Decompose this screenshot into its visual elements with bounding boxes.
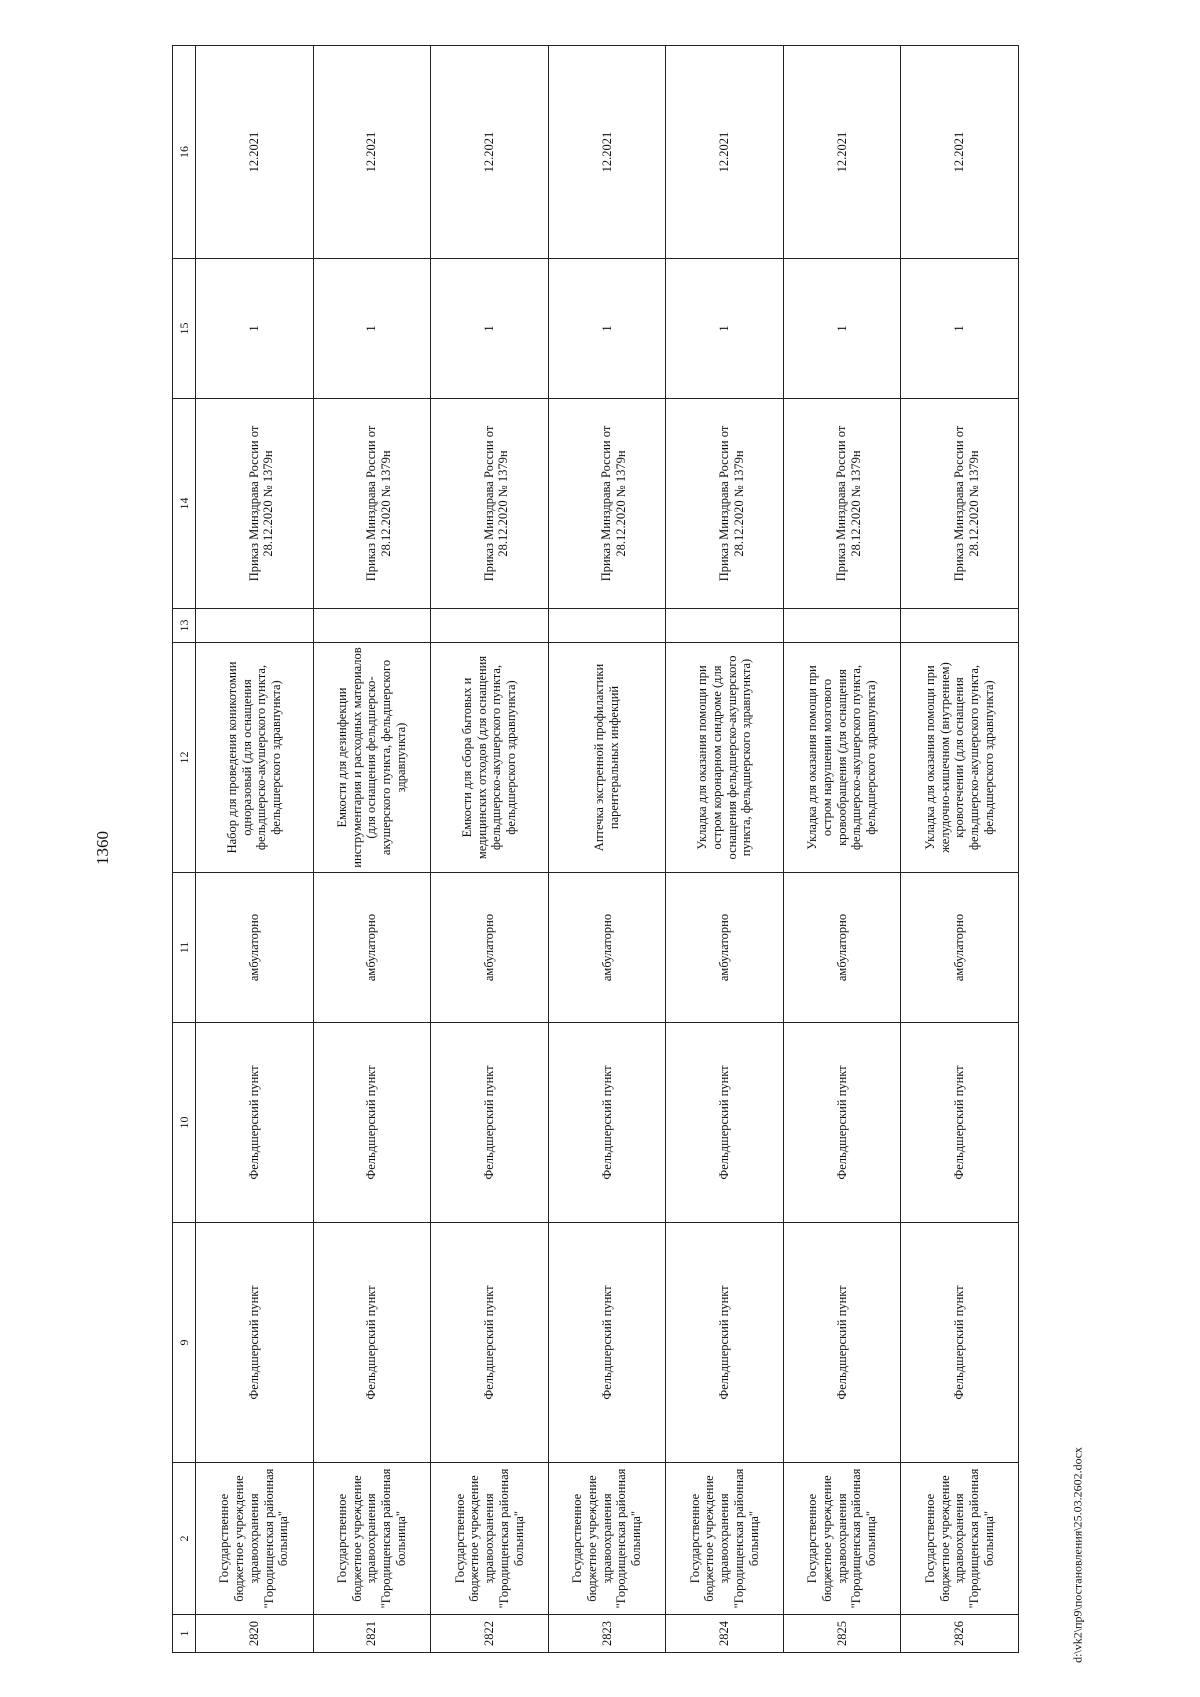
equipment-table (172, 45, 1019, 1653)
quantity: 1 (196, 259, 314, 399)
due-date: 12.2021 (548, 46, 666, 259)
column-13-cell (196, 609, 314, 643)
table-row (901, 46, 1019, 1653)
facility-type-2: Фельдшерский пункт (783, 1023, 901, 1223)
row-number: 2822 (431, 1615, 549, 1653)
row-number: 2821 (313, 1615, 431, 1653)
facility-type-2: Фельдшерский пункт (196, 1023, 314, 1223)
quantity: 1 (548, 259, 666, 399)
care-mode: амбулаторно (313, 873, 431, 1023)
care-mode: амбулаторно (901, 873, 1019, 1023)
facility-type: Фельдшерский пункт (431, 1223, 549, 1463)
due-date: 12.2021 (313, 46, 431, 259)
care-mode: амбулаторно (431, 873, 549, 1023)
col-header-13: 13 (173, 609, 196, 643)
col-header-2: 2 (173, 1463, 196, 1615)
due-date: 12.2021 (783, 46, 901, 259)
col-header-14: 14 (173, 399, 196, 609)
col-header-9: 9 (173, 1223, 196, 1463)
column-13-cell (666, 609, 784, 643)
col-header-1: 1 (173, 1615, 196, 1653)
order-reference: Приказ Минздрава России от 28.12.2020 № 1379н (246, 425, 276, 582)
organization-name: Государственное бюджетное учреждение здравоохранения "Городищенская районная больница" (666, 1463, 784, 1615)
equipment-name: Укладка для оказания помощи при желудочно-кишечном (внутреннем) кровотечении (для оснащения фельдшерско-акушерского пункта, фельдшерского здравпункта) (901, 643, 1019, 873)
organization-name: Государственное бюджетное учреждение здравоохранения "Городищенская районная больница" (548, 1463, 666, 1615)
facility-type: Фельдшерский пункт (548, 1223, 666, 1463)
equipment-name: Укладка для оказания помощи при остром нарушении мозгового кровообращения (для оснащения фельдшерско-акушерского пункта, фельдшерского здравпункта) (783, 643, 901, 873)
order-reference: Приказ Минздрава России от 28.12.2020 № 1379н (716, 425, 746, 582)
equipment-name: Емкости для сбора бытовых и медицинских отходов (для оснащения фельдшерско-акушерского пункта, фельдшерского здравпункта) (431, 643, 549, 873)
facility-type: Фельдшерский пункт (196, 1223, 314, 1463)
column-13-cell (431, 609, 549, 643)
document-file-path: d:\vk2\пр9\постановления\25.03.2602.docx (1070, 1447, 1085, 1663)
quantity: 1 (901, 259, 1019, 399)
order-reference-cell (431, 399, 549, 609)
order-reference-cell (783, 399, 901, 609)
column-13-cell (548, 609, 666, 643)
table-row (431, 46, 549, 1653)
facility-type-2: Фельдшерский пункт (666, 1023, 784, 1223)
col-header-10: 10 (173, 1023, 196, 1223)
equipment-name: Аптечка экстренной профилактики парентеральных инфекций (548, 643, 666, 873)
facility-type-2: Фельдшерский пункт (313, 1023, 431, 1223)
facility-type-2: Фельдшерский пункт (548, 1023, 666, 1223)
organization-name: Государственное бюджетное учреждение здравоохранения "Городищенская районная больница" (196, 1463, 314, 1615)
organization-name: Государственное бюджетное учреждение здравоохранения "Городищенская районная больница" (313, 1463, 431, 1615)
care-mode: амбулаторно (548, 873, 666, 1023)
table-row (196, 46, 314, 1653)
row-number: 2820 (196, 1615, 314, 1653)
rotated-table-frame (172, 46, 1019, 1653)
facility-type-2: Фельдшерский пункт (431, 1023, 549, 1223)
quantity: 1 (431, 259, 549, 399)
order-reference-cell (548, 399, 666, 609)
order-reference: Приказ Минздрава России от 28.12.2020 № 1379н (951, 425, 981, 582)
row-number: 2824 (666, 1615, 784, 1653)
row-number: 2826 (901, 1615, 1019, 1653)
column-number-row (173, 46, 196, 1653)
column-13-cell (313, 609, 431, 643)
column-13-cell (901, 609, 1019, 643)
facility-type: Фельдшерский пункт (901, 1223, 1019, 1463)
order-reference: Приказ Минздрава России от 28.12.2020 № 1379н (599, 425, 628, 582)
col-header-11: 11 (173, 873, 196, 1023)
order-reference-cell (313, 399, 431, 609)
row-number: 2825 (783, 1615, 901, 1653)
organization-name: Государственное бюджетное учреждение здравоохранения "Городищенская районная больница" (431, 1463, 549, 1615)
page-number: 1360 (93, 831, 112, 865)
due-date: 12.2021 (666, 46, 784, 259)
organization-name: Государственное бюджетное учреждение здравоохранения "Городищенская районная больница" (901, 1463, 1019, 1615)
equipment-name: Укладка для оказания помощи при остром коронарном синдроме (для оснащения фельдшерско-акушерского пункта, фельдшерского здравпункта) (666, 643, 784, 873)
quantity: 1 (313, 259, 431, 399)
due-date: 12.2021 (901, 46, 1019, 259)
order-reference-cell (666, 399, 784, 609)
facility-type: Фельдшерский пункт (666, 1223, 784, 1463)
equipment-name: Емкости для дезинфекции инструментария и расходных материалов (для оснащения фельдшерско-акушерского пункта, фельдшерского здравпункта) (313, 643, 431, 873)
facility-type: Фельдшерский пункт (313, 1223, 431, 1463)
order-reference: Приказ Минздрава России от 28.12.2020 № 1379н (481, 425, 511, 582)
order-reference: Приказ Минздрава России от 28.12.2020 № 1379н (364, 425, 393, 582)
table-row (666, 46, 784, 1653)
care-mode: амбулаторно (783, 873, 901, 1023)
organization-name: Государственное бюджетное учреждение здравоохранения "Городищенская районная больница" (783, 1463, 901, 1615)
table-row (783, 46, 901, 1653)
due-date: 12.2021 (431, 46, 549, 259)
order-reference-cell (196, 399, 314, 609)
facility-type: Фельдшерский пункт (783, 1223, 901, 1463)
care-mode: амбулаторно (666, 873, 784, 1023)
col-header-12: 12 (173, 643, 196, 873)
equipment-name: Набор для проведения коникотомии одноразовый (для оснащения фельдшерско-акушерского пункта, фельдшерского здравпункта) (196, 643, 314, 873)
column-13-cell (783, 609, 901, 643)
care-mode: амбулаторно (196, 873, 314, 1023)
due-date: 12.2021 (196, 46, 314, 259)
table-row (313, 46, 431, 1653)
facility-type-2: Фельдшерский пункт (901, 1023, 1019, 1223)
order-reference-cell (901, 399, 1019, 609)
col-header-16: 16 (173, 46, 196, 259)
quantity: 1 (783, 259, 901, 399)
col-header-15: 15 (173, 259, 196, 399)
rotated-table-container (172, 46, 1019, 1653)
quantity: 1 (666, 259, 784, 399)
table-row (548, 46, 666, 1653)
order-reference: Приказ Минздрава России от 28.12.2020 № 1379н (834, 425, 864, 582)
row-number: 2823 (548, 1615, 666, 1653)
